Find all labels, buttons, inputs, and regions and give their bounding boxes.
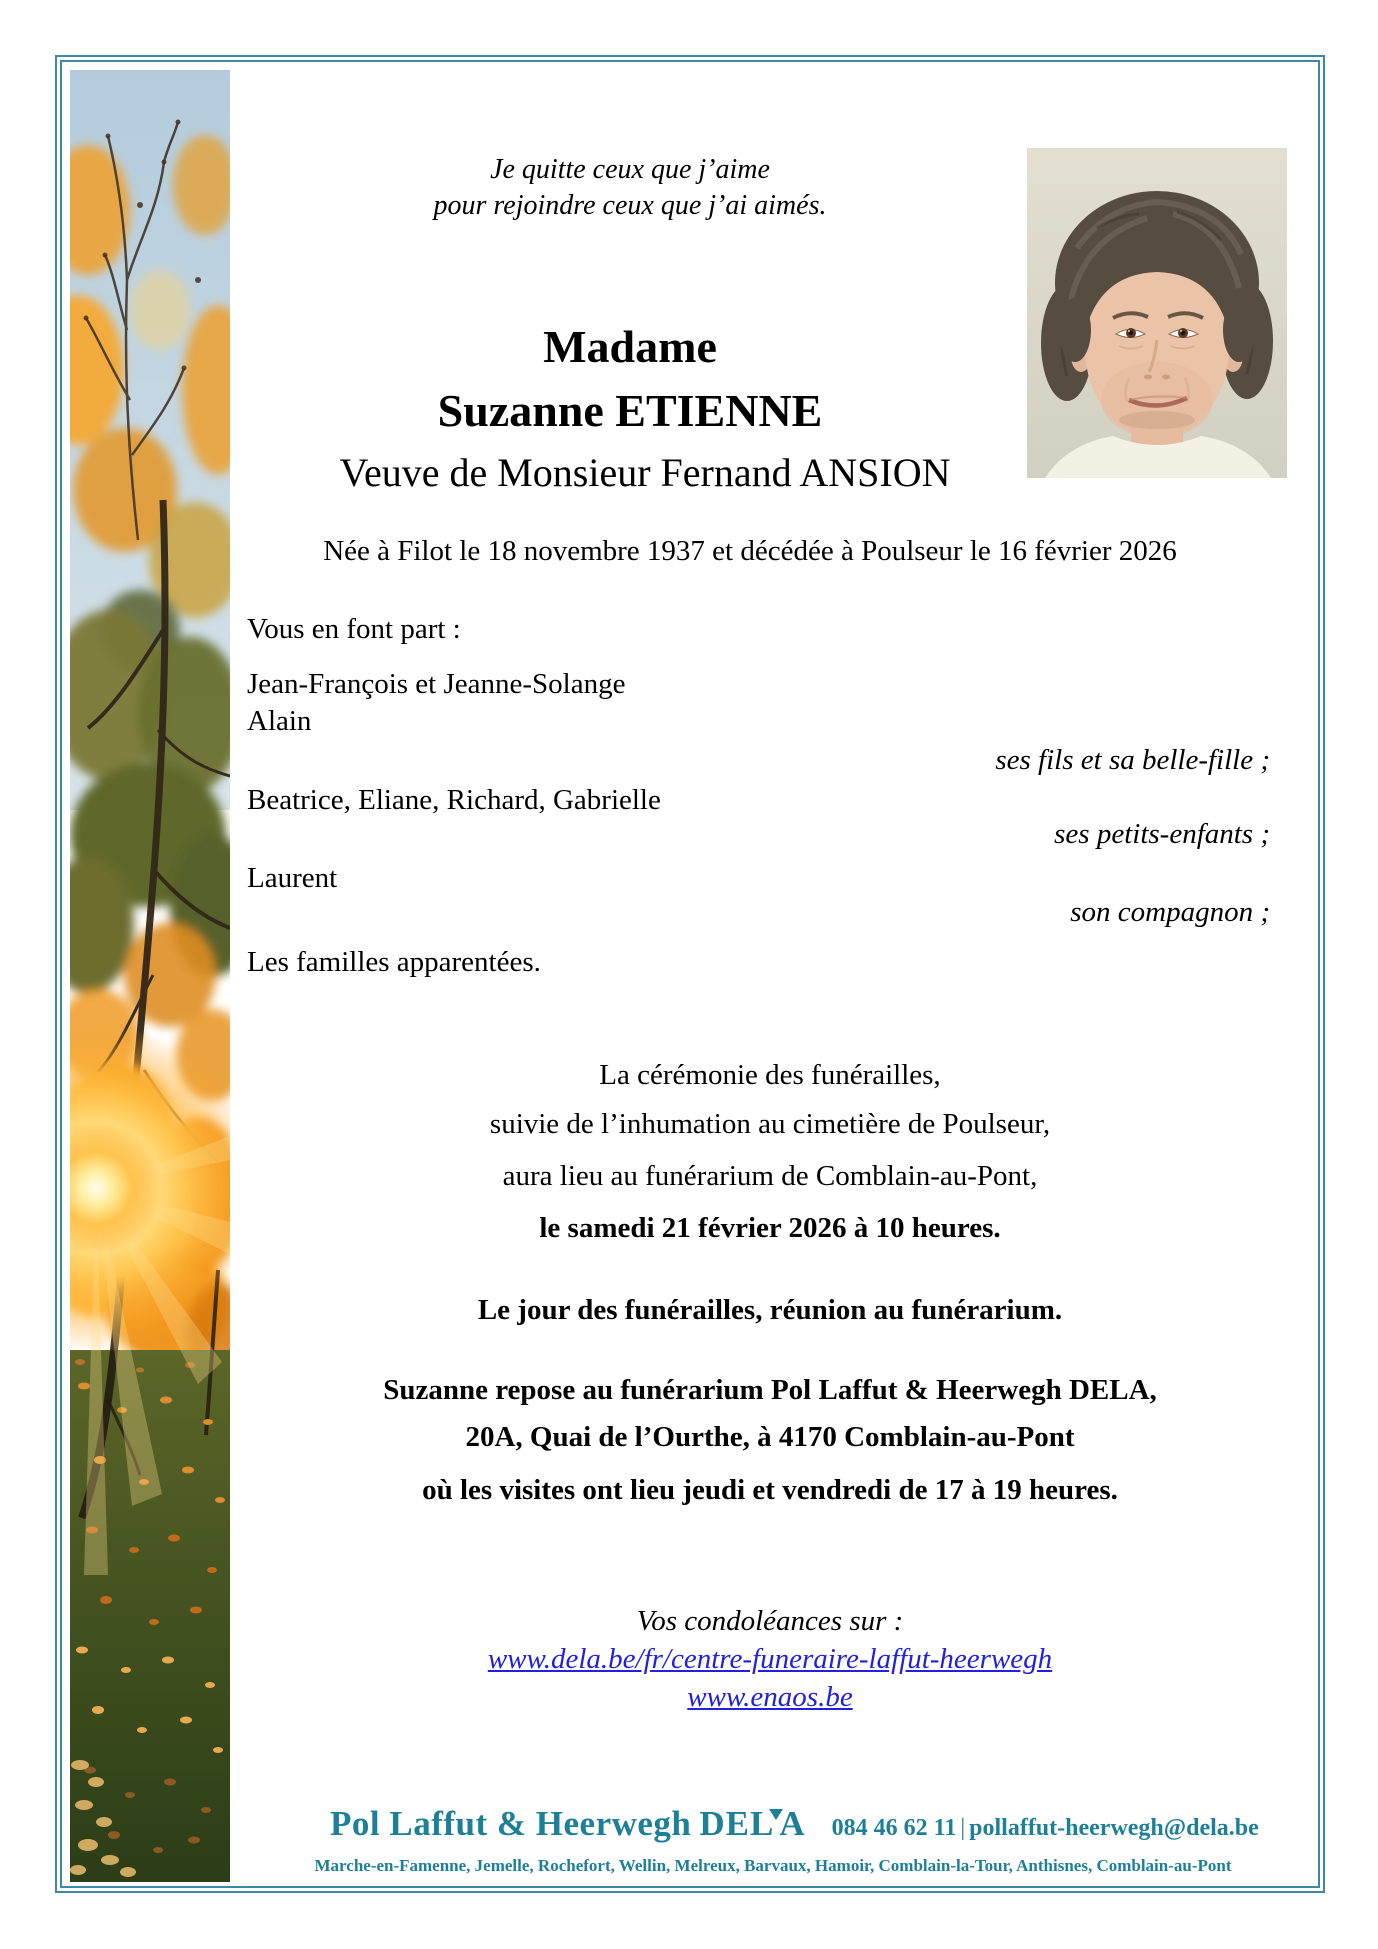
family-names-sons-line1: Jean-François et Jeanne-Solange — [247, 668, 626, 700]
family-names-sons-line2: Alain — [247, 705, 312, 737]
deceased-title: Madame — [543, 321, 717, 372]
announcement-intro: Vous en font part : — [247, 613, 461, 645]
footer-separator: | — [960, 1815, 966, 1841]
life-dates-line: Née à Filot le 18 novembre 1937 et décédée à Poulseur le 16 février 2026 — [323, 535, 1177, 567]
repose-line-2: 20A, Quai de l’Ourthe, à 4170 Comblain-au-Pont — [465, 1421, 1075, 1453]
family-names-companion: Laurent — [247, 862, 338, 894]
condolences-link-1-row — [250, 1642, 1290, 1677]
quote-line-1: Je quitte ceux que j’aime — [490, 154, 770, 185]
repose-line-3: où les visites ont lieu jeudi et vendredi de 17 à 19 heures. — [422, 1474, 1118, 1506]
ceremony-date-line: le samedi 21 février 2026 à 10 heures. — [539, 1212, 1001, 1244]
condolences-link-2-row — [250, 1680, 1290, 1715]
widow-line: Veuve de Monsieur Fernand ANSION — [339, 450, 951, 495]
portrait-photo — [1027, 148, 1287, 478]
autumn-trees-image — [70, 70, 230, 1882]
family-relation-grandchildren: ses petits-enfants ; — [1054, 818, 1270, 850]
condolences-link-dela[interactable]: www.dela.be/fr/centre-funeraire-laffut-heerwegh — [487, 1643, 1053, 1675]
quote-line-2: pour rejoindre ceux que j’ai aimés. — [433, 190, 827, 221]
condolences-label: Vos condoléances sur : — [636, 1605, 904, 1637]
family-relation-sons: ses fils et sa belle-fille ; — [995, 744, 1270, 776]
ceremony-line-1: La cérémonie des funérailles, — [599, 1059, 941, 1091]
ceremony-line-2: suivie de l’inhumation au cimetière de Poulseur, — [489, 1108, 1051, 1140]
deceased-name-block — [230, 315, 1030, 443]
family-relation-companion: son compagnon ; — [1070, 896, 1270, 928]
repose-line-1: Suzanne repose au funérarium Pol Laffut & Heerwegh DELA, — [383, 1374, 1157, 1406]
brand-logo — [330, 1804, 806, 1844]
family-names-grandchildren: Beatrice, Eliane, Richard, Gabrielle — [247, 784, 661, 816]
brand-name: Pol Laffut & Heerwegh — [330, 1804, 692, 1843]
announcement-closing: Les familles apparentées. — [247, 946, 541, 978]
footer-phone: 084 46 62 11 — [831, 1815, 957, 1841]
footer-locations: Marche-en-Famenne, Jemelle, Rochefort, Wellin, Melreux, Barvaux, Hamoir, Comblain-la-Tour, Anthisnes, Comblain-au-Pont — [314, 1856, 1232, 1875]
footer-email: pollaffut-heerwegh@dela.be — [969, 1815, 1259, 1841]
memorial-quote — [230, 152, 1030, 224]
ceremony-line-3: aura lieu au funérarium de Comblain-au-Pont, — [502, 1160, 1038, 1192]
footer-brand-row — [330, 1804, 1259, 1844]
brand-dela-mark: DEL A — [699, 1804, 806, 1843]
condolences-link-enaos[interactable]: www.enaos.be — [687, 1681, 853, 1713]
ceremony-meeting-line: Le jour des funérailles, réunion au funérarium. — [477, 1294, 1063, 1326]
autumn-photo-strip — [70, 70, 230, 1882]
deceased-portrait-image — [1027, 148, 1287, 478]
footer-contact — [832, 1815, 1259, 1842]
deceased-name: Suzanne ETIENNE — [437, 385, 823, 436]
